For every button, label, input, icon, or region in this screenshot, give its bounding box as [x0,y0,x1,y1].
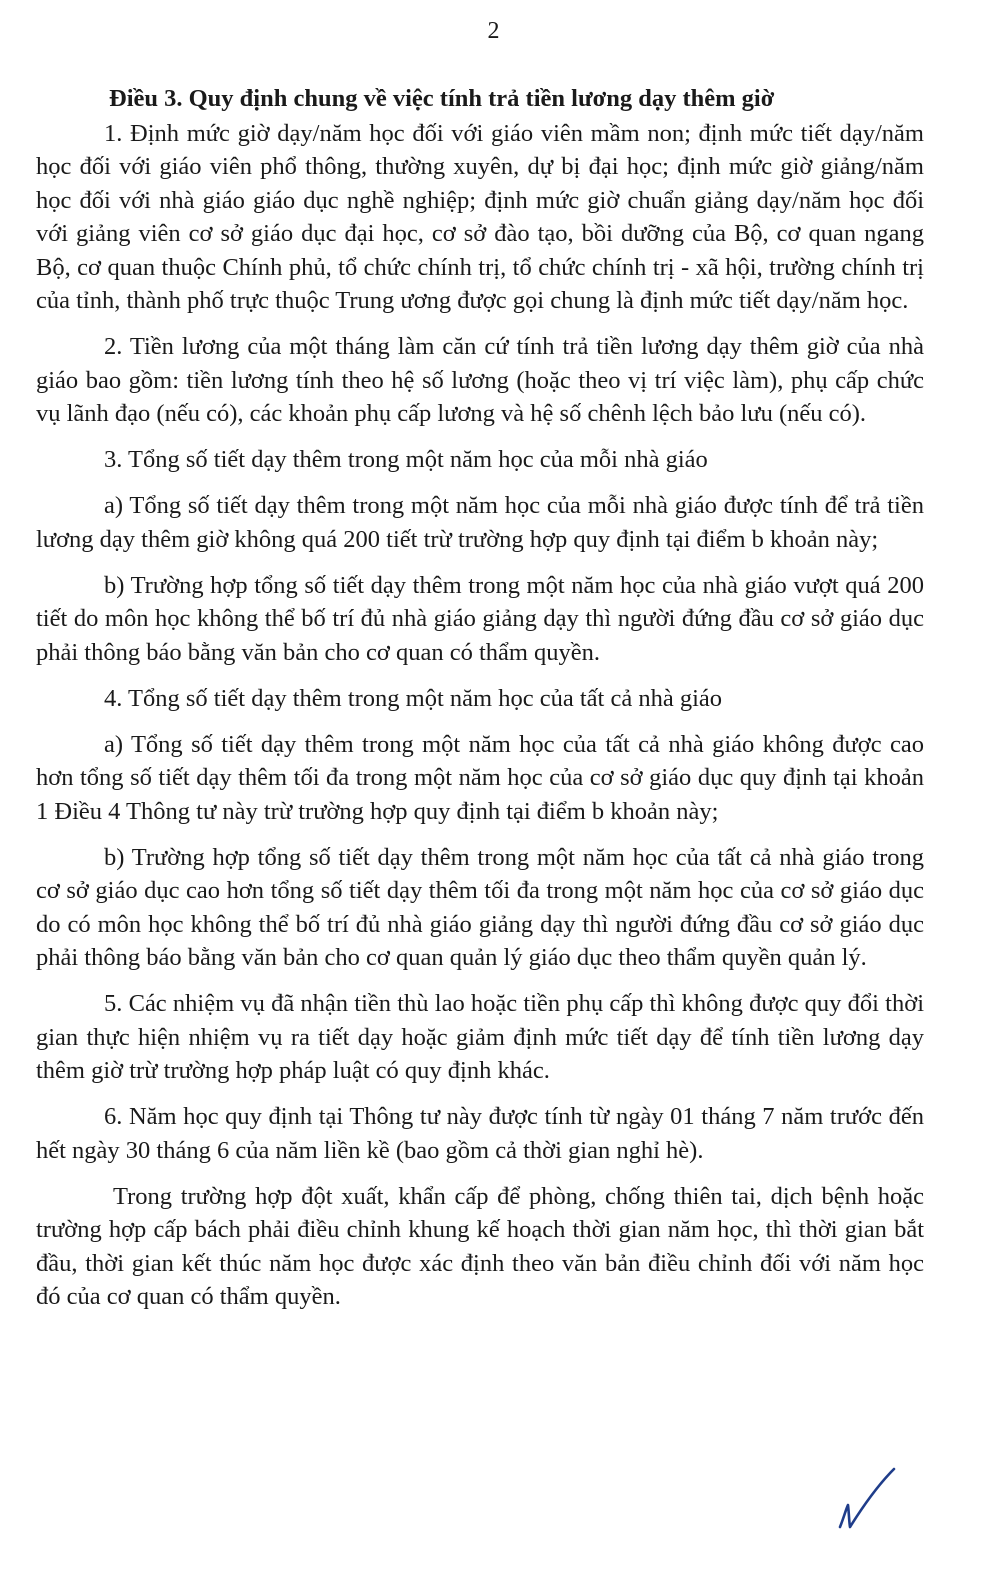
paragraph-clause-6-note: Trong trường hợp đột xuất, khẩn cấp để phòng, chống thiên tai, dịch bệnh hoặc trường hợp cấp bách phải điều chỉnh khung kế hoạch thời gian năm học, thì thời gian bắt đầu, thời gian kết thúc năm học được xác định theo văn bản điều chỉnh đối với năm học đó của cơ quan có thẩm quyền. [36,1182,924,1310]
paragraph-clause-4b: b) Trường hợp tổng số tiết dạy thêm trong một năm học của tất cả nhà giáo trong cơ sở giáo dục cao hơn tổng số tiết dạy thêm tối đa trong một năm học của cơ sở giáo dục do có môn học không thể bố trí đủ nhà giáo giảng dạy thì người đứng đầu cơ sở giáo dục phải thông báo bằng văn bản cho cơ quan quản lý giáo dục theo thẩm quyền quản lý. [36,843,924,971]
page-number: 2 [487,18,500,44]
paragraph-clause-3b: b) Trường hợp tổng số tiết dạy thêm trong một năm học của nhà giáo vượt quá 200 tiết do môn học không thể bố trí đủ nhà giáo giảng dạy thì người đứng đầu cơ sở giáo dục phải thông báo bằng văn bản cho cơ quan có thẩm quyền. [36,571,924,666]
paragraph-clause-5: 5. Các nhiệm vụ đã nhận tiền thù lao hoặc tiền phụ cấp thì không được quy đổi thời gian thực hiện nhiệm vụ ra tiết dạy hoặc giảm định mức tiết dạy để tính tiền lương dạy thêm giờ trừ trường hợp pháp luật có quy định khác. [36,990,924,1084]
paragraph-clause-3a: a) Tổng số tiết dạy thêm trong một năm học của mỗi nhà giáo được tính để trả tiền lương dạy thêm giờ không quá 200 tiết trừ trường hợp quy định tại điểm b khoản này; [36,492,924,553]
document-body [36,82,924,1326]
paragraph-clause-1: 1. Định mức giờ dạy/năm học đối với giáo viên mầm non; định mức tiết dạy/năm học đối với giáo viên phổ thông, thường xuyên, dự bị đại học; định mức giờ giảng/năm học đối với nhà giáo giáo dục nghề nghiệp; định mức giờ chuẩn giảng dạy/năm học đối với giảng viên cơ sở giáo dục đại học, cơ sở đào tạo, bồi dưỡng của Bộ, cơ quan ngang Bộ, cơ quan thuộc Chính phủ, tổ chức chính trị, tổ chức chính trị - xã hội, trường chính trị của tỉnh, thành phố trực thuộc Trung ương được gọi chung là định mức tiết dạy/năm học. [36,119,924,314]
paragraph-clause-6: 6. Năm học quy định tại Thông tư này được tính từ ngày 01 tháng 7 năm trước đến hết ngày 30 tháng 6 của năm liền kề (bao gồm cả thời gian nghỉ hè). [36,1103,924,1164]
paragraph-clause-2: 2. Tiền lương của một tháng làm căn cứ tính trả tiền lương dạy thêm giờ của nhà giáo bao gồm: tiền lương tính theo hệ số lương (hoặc theo vị trí việc làm), phụ cấp chức vụ lãnh đạo (nếu có), các khoản phụ cấp lương và hệ số chênh lệch bảo lưu (nếu có). [36,333,924,427]
paragraph-clause-4a: a) Tổng số tiết dạy thêm trong một năm học của tất cả nhà giáo không được cao hơn tổng số tiết dạy thêm tối đa trong một năm học của cơ sở giáo dục quy định tại khoản 1 Điều 4 Thông tư này trừ trường hợp quy định tại điểm b khoản này; [36,730,924,825]
paragraph-clause-4: 4. Tổng số tiết dạy thêm trong một năm học của tất cả nhà giáo [104,684,723,712]
signature-stroke [840,1469,894,1527]
initial-signature-mark [832,1465,902,1535]
article-heading: Điều 3. Quy định chung về việc tính trả tiền lương dạy thêm giờ [109,85,775,112]
paragraph-clause-3: 3. Tổng số tiết dạy thêm trong một năm học của mỗi nhà giáo [104,446,708,473]
